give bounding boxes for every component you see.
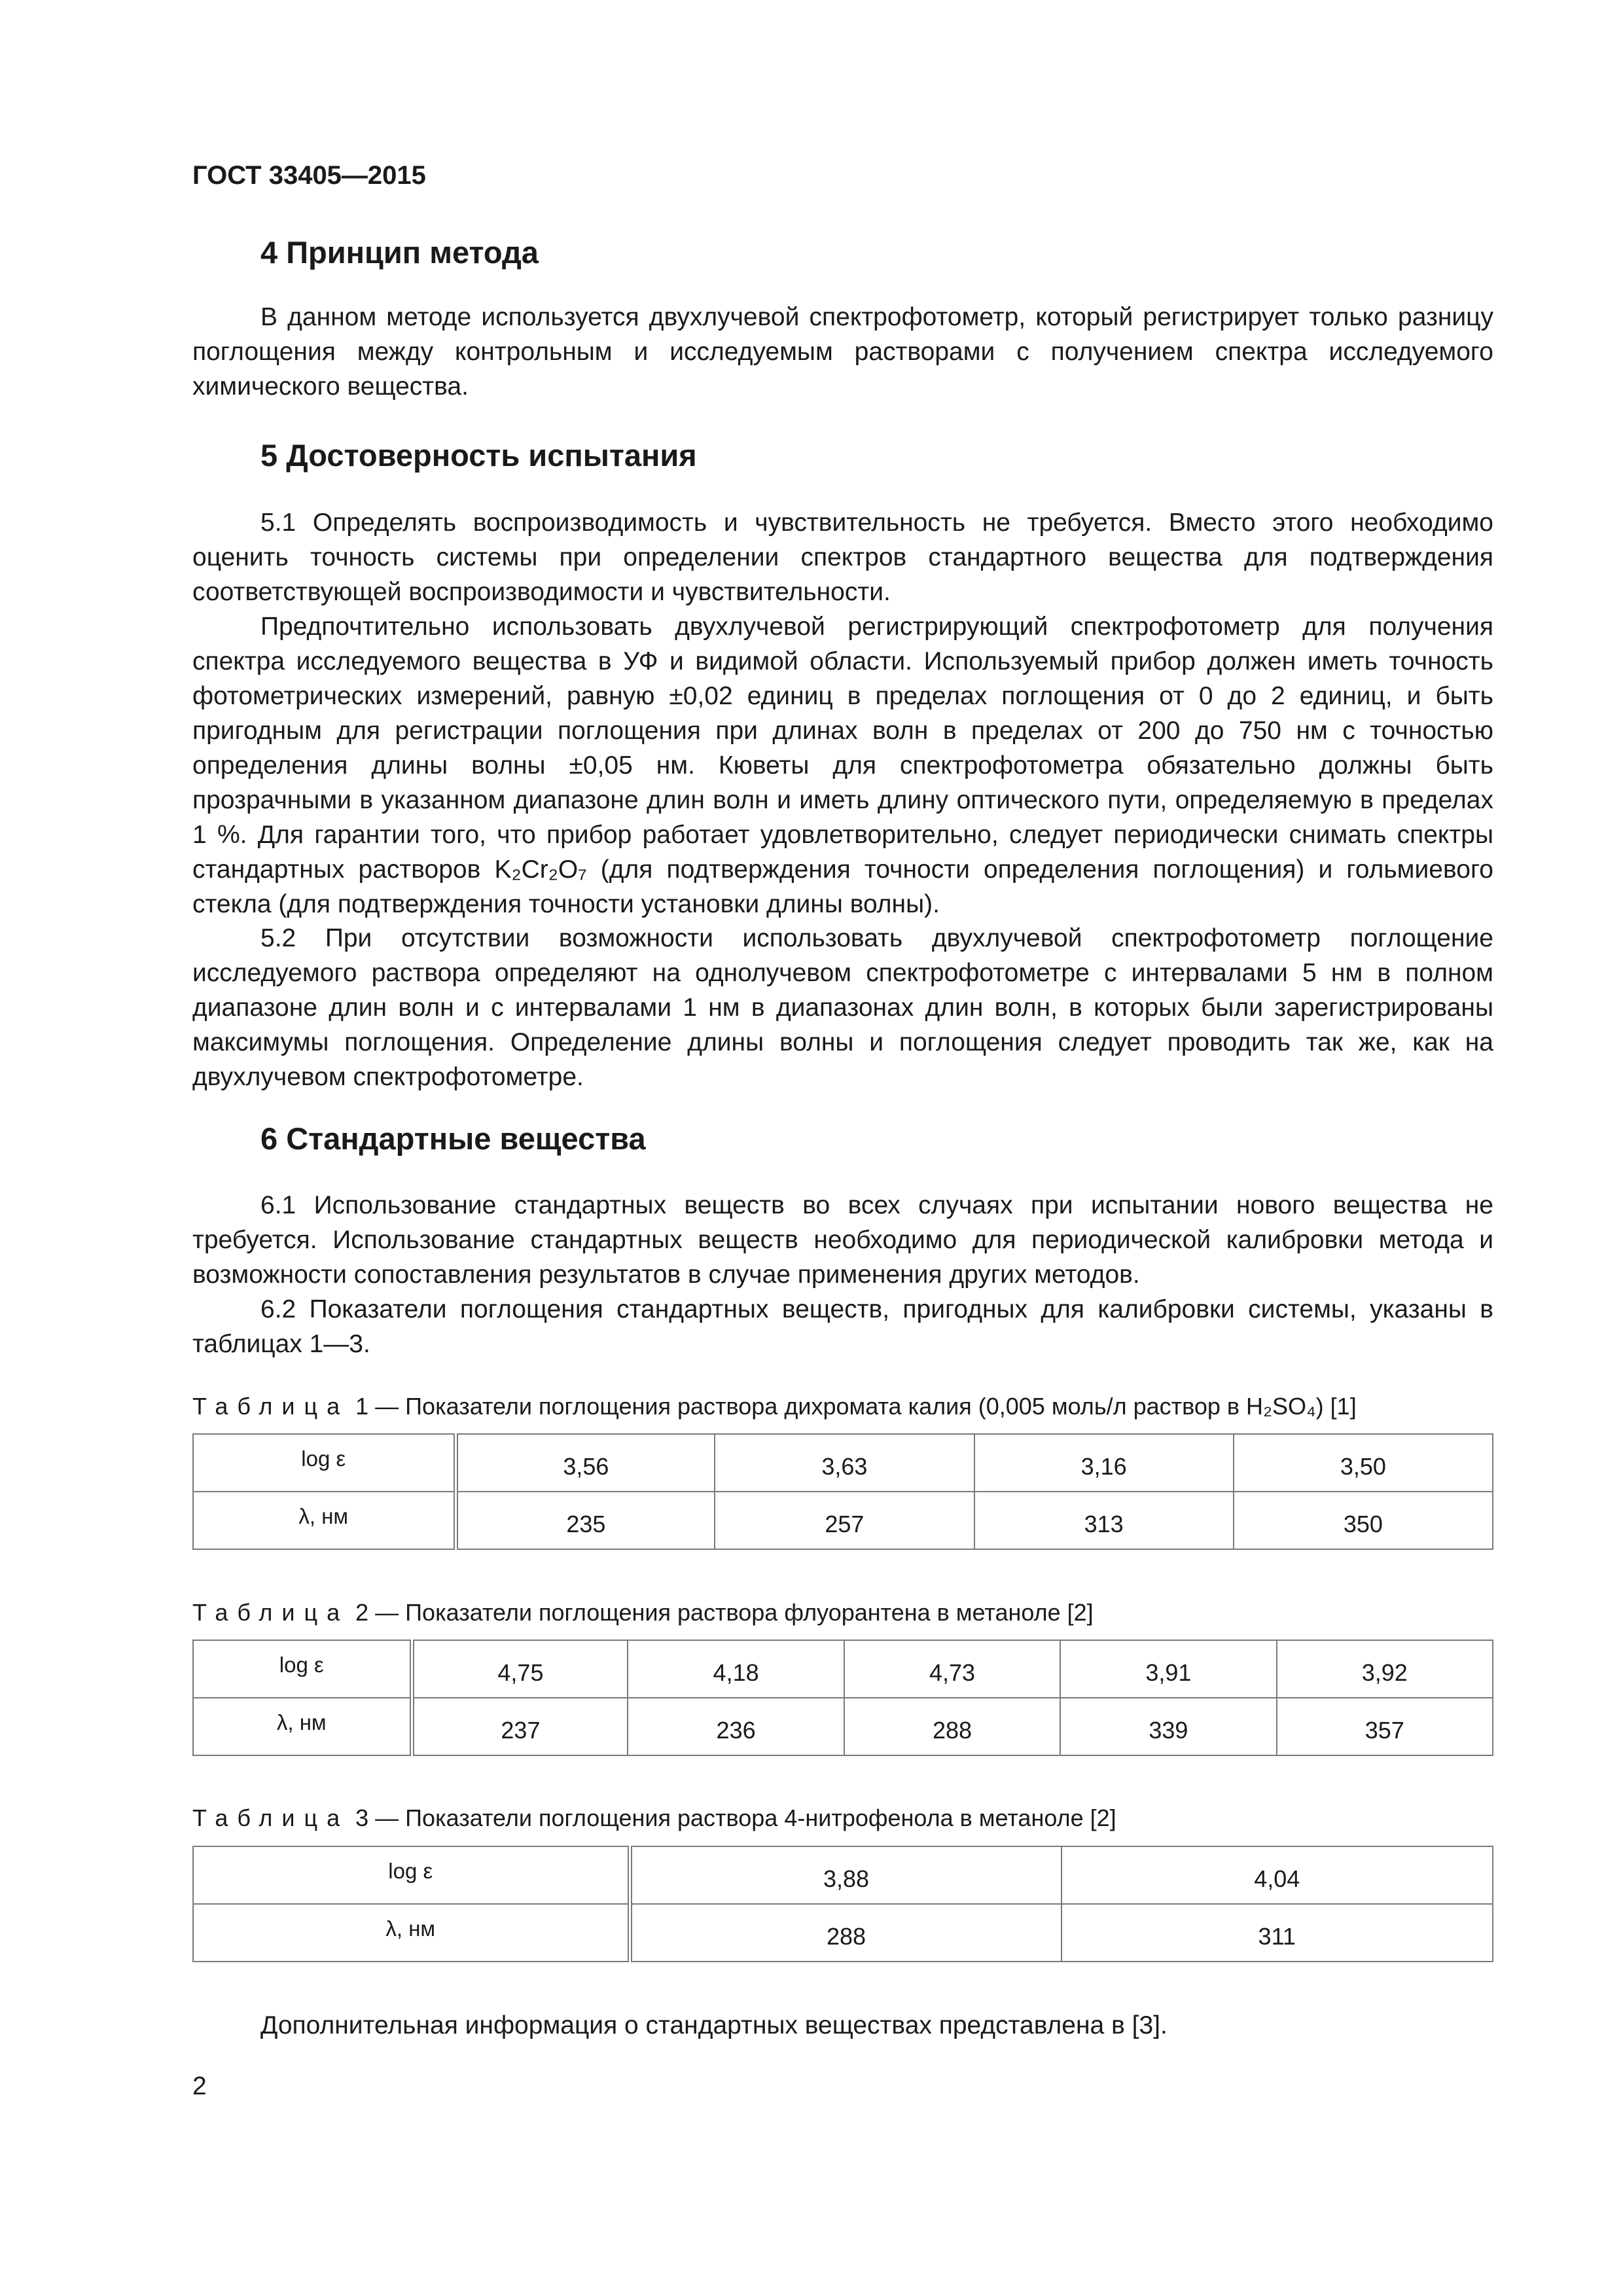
section-5-paragraph-1: 5.1 Определять воспроизводимость и чувствительность не требуется. Вместо этого необходимо оценить точность системы при определении спектров стандартного вещества для подтверждения соответствующей воспроизводимости и чувствительности. [192,509,1493,606]
table-cell: 4,75 [412,1640,628,1698]
table-cell: 288 [630,1904,1061,1962]
table-cell: 3,50 [1234,1434,1493,1492]
table-cell: 4,18 [628,1640,844,1698]
table-cell: 3,16 [974,1434,1234,1492]
table-cell: 339 [1060,1698,1276,1755]
row-header-wavelength: λ, нм [193,1698,412,1755]
table-row [193,1698,1493,1755]
table-row [193,1492,1493,1549]
table-cell: 357 [1277,1698,1493,1755]
table-label: Таблица [192,1804,349,1831]
table-label: Таблица [192,1599,349,1626]
table-cell: 235 [455,1492,715,1549]
footer-note: Дополнительная информация о стандартных веществах представлена в [3]. [260,2011,1168,2039]
document-code: ГОСТ 33405—2015 [192,161,426,190]
section-4-title: 4 Принцип метода [260,235,539,270]
section-5-title: 5 Достоверность испытания [260,438,697,473]
table-label: Таблица [192,1393,349,1420]
table-cell: 311 [1061,1904,1493,1962]
table-row [193,1904,1493,1962]
section-5-paragraph-3: 5.2 При отсутствии возможности использовать двухлучевой спектрофотометр поглощение исследуемого раствора определяют на однолучевом спектрофотометре с интервалами 5 нм в полном диапазоне длин волн и с интервалами 1 нм в диапазонах длин волн, в которых были зарегистрированы максимумы поглощения. Определение длины волны и поглощения следует проводить так же, как на двухлучевом спектрофотометре. [192,924,1493,1091]
paragraph-text: (для подтверждения точности определения поглощения) и гольмиевого стекла (для подтверждения точности установки длины волны). [192,855,1493,918]
section-6-paragraph-1: 6.1 Использование стандартных веществ во всех случаях при испытании нового вещества не требуется. Использование стандартных веществ необходимо для периодической калибровки метода и возможности сопоставления результатов в случае применения других методов. [192,1191,1493,1289]
table-cell: 3,63 [715,1434,974,1492]
table-2-caption: Таблица 2 — Показатели поглощения раствора флуорантена в метаноле [2] [192,1599,1094,1626]
section-5-paragraph-2 [192,609,1493,922]
table-row [193,1434,1493,1492]
chemical-formula: K₂Cr₂O₇ [494,855,587,884]
table-1-caption: Таблица 1 — Показатели поглощения раствора дихромата калия (0,005 моль/л раствор в H₂SO₄) [1] [192,1393,1357,1420]
row-header-log-eps: log ε [193,1434,455,1492]
table-1 [192,1433,1493,1550]
section-6-title: 6 Стандартные вещества [260,1121,646,1156]
table-cell: 3,91 [1060,1640,1276,1698]
row-header-log-eps: log ε [193,1640,412,1698]
page-number: 2 [192,2072,207,2100]
table-cell: 3,92 [1277,1640,1493,1698]
table-cell: 257 [715,1492,974,1549]
table-2 [192,1640,1493,1756]
table-row [193,1640,1493,1698]
section-4-paragraph: В данном методе используется двухлучевой спектрофотометр, который регистрирует только разницу поглощения между контрольным и исследуемым растворами с получением спектра исследуемого химического вещества. [192,303,1493,401]
table-cell: 3,56 [455,1434,715,1492]
table-cell: 313 [974,1492,1234,1549]
paragraph-text: Предпочтительно использовать двухлучевой регистрирующий спектрофотометр для получения спектра исследуемого вещества в УФ и видимой области. Используемый прибор должен иметь точность фотометрических измерений, равную ±0,02 единиц в пределах поглощения от 0 до 2 единиц, и быть пригодным для регистрации поглощения при длинах волн в пределах от 200 до 750 нм с точностью определения длины волны ±0,05 нм. Кюветы для спектрофотометра обязательно должны быть прозрачными в указанном диапазоне длин волн и иметь длину оптического пути, определяемую в пределах 1 %. Для гарантии того, что прибор работает удовлетворительно, следует периодически снимать спектры стандартных растворов [192,613,1493,884]
row-header-wavelength: λ, нм [193,1904,630,1962]
table-row [193,1846,1493,1904]
table-cell: 237 [412,1698,628,1755]
row-header-wavelength: λ, нм [193,1492,455,1549]
table-cell: 288 [844,1698,1060,1755]
table-cell: 350 [1234,1492,1493,1549]
table-cell: 3,88 [630,1846,1061,1904]
table-cell: 4,04 [1061,1846,1493,1904]
table-cell: 236 [628,1698,844,1755]
table-3 [192,1846,1493,1962]
table-3-caption: Таблица 3 — Показатели поглощения раствора 4-нитрофенола в метаноле [2] [192,1804,1116,1831]
section-6-paragraph-2: 6.2 Показатели поглощения стандартных веществ, пригодных для калибровки системы, указаны в таблицах 1—3. [192,1295,1493,1358]
table-cell: 4,73 [844,1640,1060,1698]
row-header-log-eps: log ε [193,1846,630,1904]
